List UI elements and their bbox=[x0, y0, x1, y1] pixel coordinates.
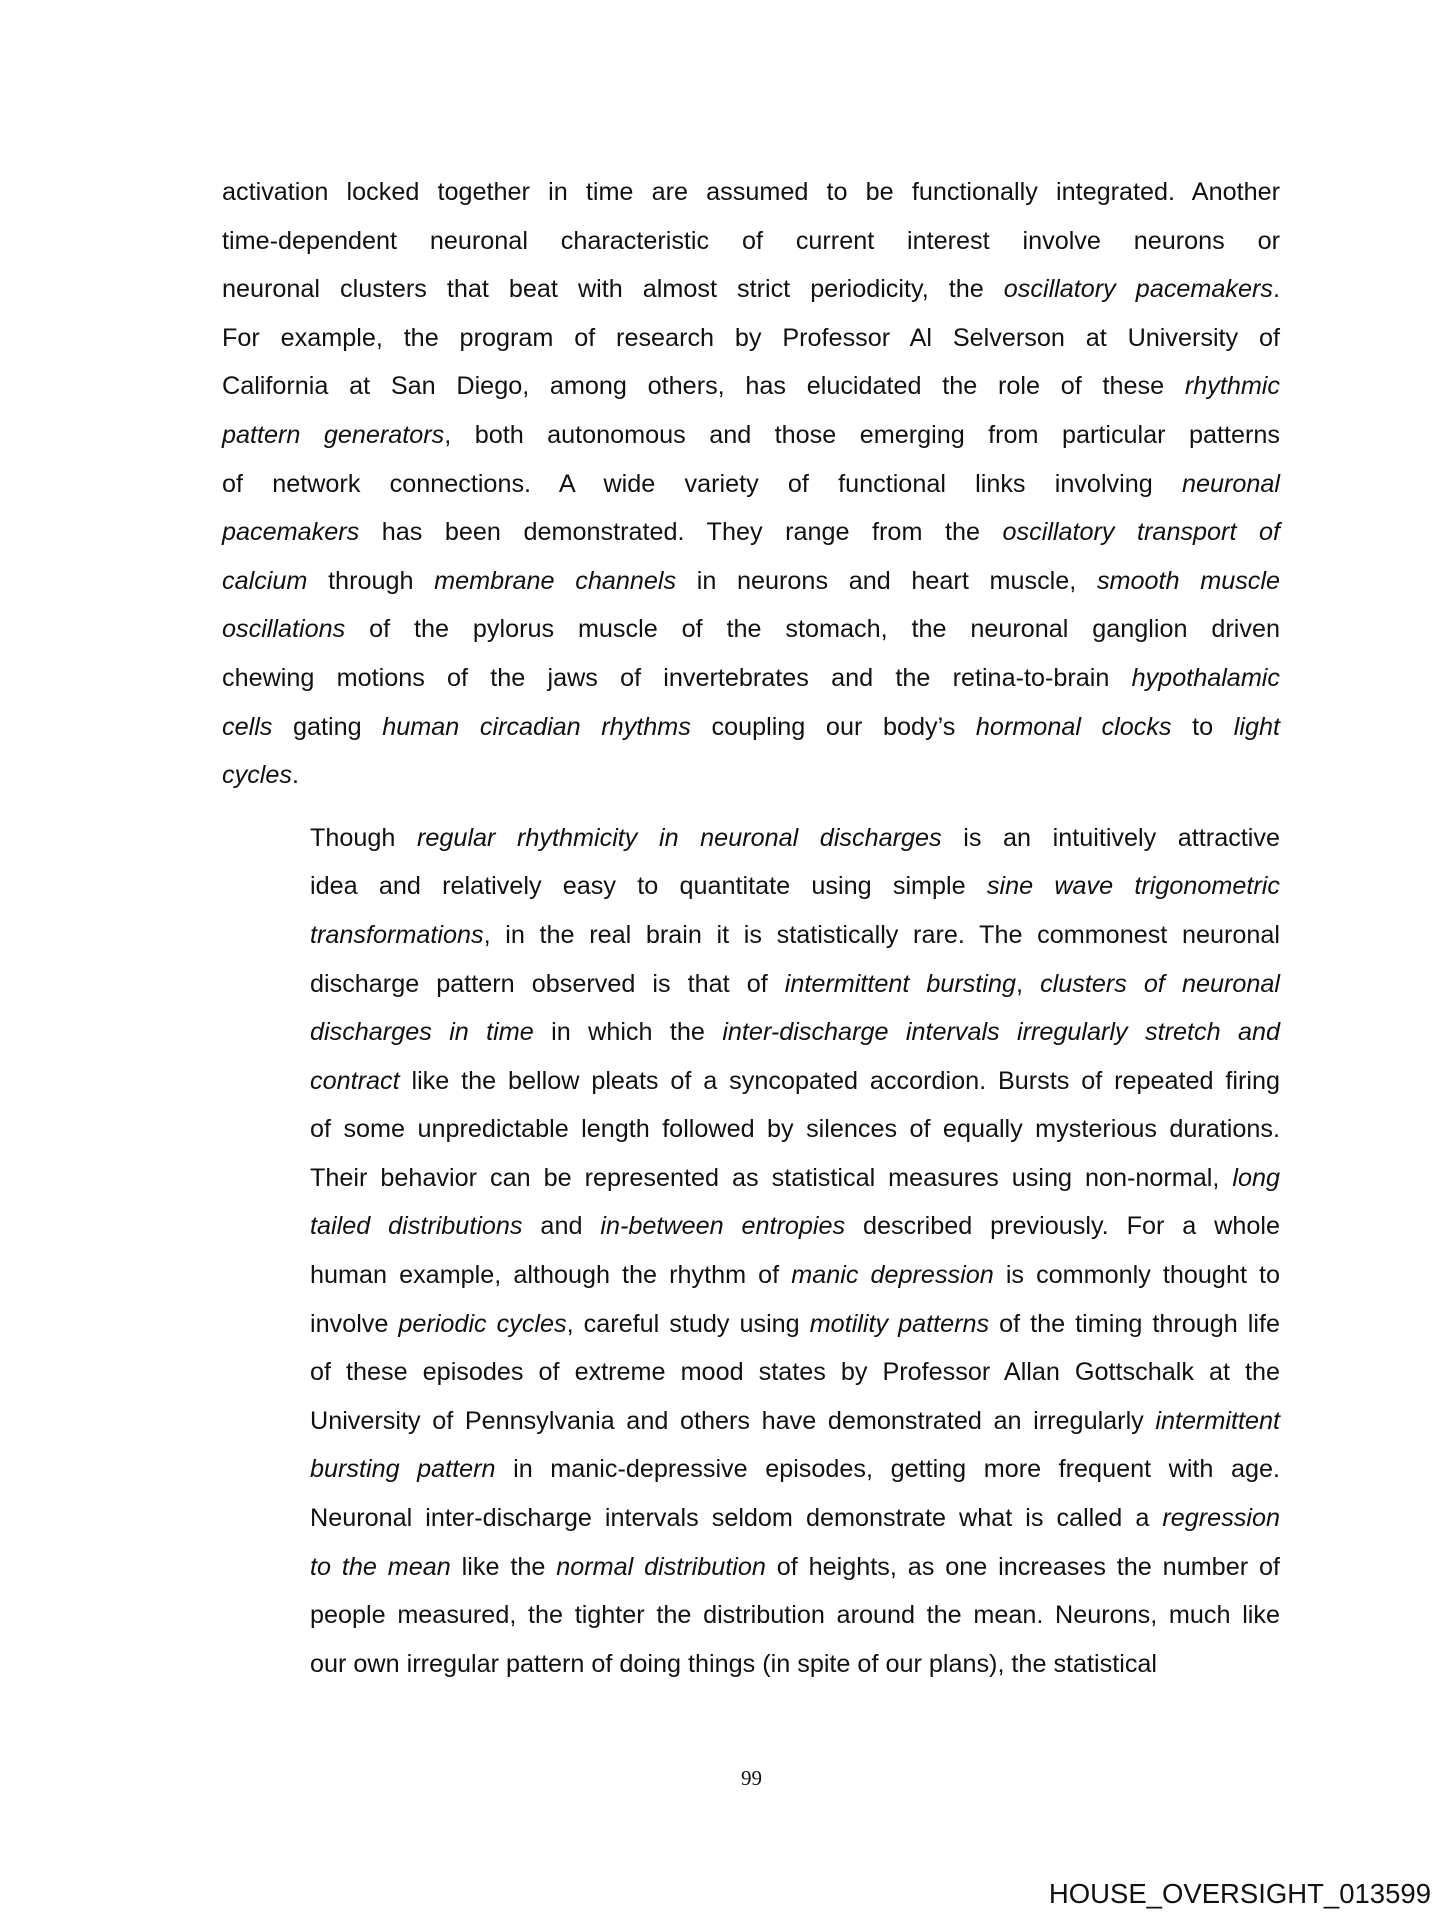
text-run: human example, although the rhythm of bbox=[310, 1261, 792, 1290]
text-line bbox=[222, 1494, 1280, 1543]
italic-term: periodic cycles bbox=[398, 1309, 567, 1338]
italic-term: hypothalamic bbox=[1131, 663, 1280, 692]
italic-term: clusters of neuronal bbox=[1040, 969, 1280, 998]
text-run: . bbox=[1273, 275, 1280, 304]
italic-term: cells bbox=[222, 712, 273, 741]
italic-term: normal distribution bbox=[556, 1552, 766, 1581]
text-run: to bbox=[1171, 712, 1234, 741]
italic-term: pattern generators bbox=[222, 420, 445, 449]
text-run: , bbox=[1016, 969, 1041, 998]
text-run: , both autonomous and those emerging from particular patterns bbox=[444, 420, 1280, 449]
text-line bbox=[222, 703, 1280, 752]
text-line bbox=[222, 1640, 1280, 1689]
text-line bbox=[222, 605, 1280, 654]
text-run: Neuronal inter-discharge intervals seldom demonstrate what is called a bbox=[310, 1504, 1163, 1533]
text-run: in which the bbox=[533, 1018, 723, 1047]
text-line bbox=[222, 1591, 1280, 1640]
text-line bbox=[222, 217, 1280, 266]
text-run: , careful study using bbox=[566, 1309, 810, 1338]
text-run: Their behavior can be represented as statistical measures using non-normal, bbox=[310, 1163, 1233, 1192]
text-run: neuronal clusters that beat with almost strict periodicity, the bbox=[222, 275, 1004, 304]
text-run: in neurons and heart muscle, bbox=[676, 566, 1097, 595]
text-line bbox=[222, 1154, 1280, 1203]
text-run: is commonly thought to bbox=[993, 1261, 1281, 1290]
text-line bbox=[222, 1105, 1280, 1154]
italic-term: intermittent bursting bbox=[784, 969, 1016, 998]
bates-stamp: HOUSE_OVERSIGHT_013599 bbox=[1048, 1878, 1431, 1909]
italic-term: neuronal bbox=[1181, 469, 1280, 498]
italic-term: transformations bbox=[310, 920, 484, 949]
italic-term: manic depression bbox=[791, 1261, 994, 1290]
text-line bbox=[222, 1008, 1280, 1057]
text-line bbox=[222, 362, 1280, 411]
text-run: For example, the program of research by Professor Al Selverson at University of bbox=[222, 323, 1280, 352]
text-run: like the bbox=[450, 1552, 557, 1581]
italic-term: to the mean bbox=[310, 1552, 451, 1581]
text-line bbox=[222, 960, 1280, 1009]
italic-term: light bbox=[1233, 712, 1280, 741]
text-run: coupling our body’s bbox=[690, 712, 976, 741]
text-line bbox=[222, 1057, 1280, 1106]
text-run: California at San Diego, among others, has elucidated the role of these bbox=[222, 372, 1185, 401]
italic-term: oscillatory pacemakers bbox=[1003, 275, 1273, 304]
italic-term: oscillatory transport of bbox=[1002, 518, 1280, 547]
italic-term: contract bbox=[310, 1066, 400, 1095]
text-run: idea and relatively easy to quantitate using simple bbox=[310, 872, 987, 901]
page-number: 99 bbox=[741, 1766, 762, 1790]
body-text bbox=[222, 168, 1280, 1688]
italic-term: bursting pattern bbox=[310, 1455, 496, 1484]
text-run: like the bellow pleats of a syncopated accordion. Bursts of repeated firing bbox=[399, 1066, 1280, 1095]
text-line bbox=[222, 1202, 1280, 1251]
italic-term: pacemakers bbox=[222, 518, 360, 547]
text-run: , in the real brain it is statistically rare. The commonest neuronal bbox=[483, 920, 1280, 949]
text-line bbox=[222, 265, 1280, 314]
text-line bbox=[222, 751, 1280, 800]
text-run: involve bbox=[310, 1309, 399, 1338]
text-run: is an intuitively attractive bbox=[941, 823, 1280, 852]
text-line bbox=[222, 1300, 1280, 1349]
text-line bbox=[222, 1348, 1280, 1397]
text-run: . bbox=[291, 761, 299, 790]
italic-term: membrane channels bbox=[434, 566, 677, 595]
text-line bbox=[222, 1397, 1280, 1446]
text-run: activation locked together in time are assumed to be functionally integrated. Another bbox=[222, 178, 1280, 206]
text-run: has been demonstrated. They range from the bbox=[359, 518, 1003, 547]
text-line bbox=[222, 862, 1280, 911]
text-line bbox=[222, 911, 1280, 960]
text-line bbox=[222, 168, 1280, 217]
text-run: our own irregular pattern of doing things (in spite of our plans), the statistical bbox=[310, 1649, 1158, 1678]
italic-term: long bbox=[1232, 1163, 1280, 1192]
italic-term: regular rhythmicity in neuronal discharges bbox=[417, 823, 942, 852]
text-line bbox=[222, 1543, 1280, 1592]
paragraph bbox=[222, 814, 1280, 1689]
text-line bbox=[222, 508, 1280, 557]
text-run: chewing motions of the jaws of invertebrates and the retina-to-brain bbox=[222, 663, 1132, 692]
paragraph bbox=[222, 168, 1280, 800]
text-line bbox=[222, 557, 1280, 606]
text-run: through bbox=[307, 566, 435, 595]
text-run: gating bbox=[272, 712, 383, 741]
italic-term: discharges in time bbox=[310, 1018, 534, 1047]
italic-term: hormonal clocks bbox=[975, 712, 1172, 741]
text-line bbox=[222, 654, 1280, 703]
text-run: people measured, the tighter the distribution around the mean. Neurons, much like bbox=[310, 1601, 1280, 1630]
text-run: and bbox=[522, 1212, 601, 1241]
italic-term: regression bbox=[1162, 1504, 1280, 1533]
text-run: Though bbox=[310, 823, 418, 852]
italic-term: rhythmic bbox=[1184, 372, 1280, 401]
text-run: of network connections. A wide variety of functional links involving bbox=[222, 469, 1182, 498]
text-run: of the pylorus muscle of the stomach, the neuronal ganglion driven bbox=[345, 615, 1280, 644]
italic-term: sine wave trigonometric bbox=[986, 872, 1280, 901]
italic-term: intermittent bbox=[1155, 1406, 1280, 1435]
italic-term: in-between entropies bbox=[600, 1212, 846, 1241]
text-line bbox=[222, 814, 1280, 863]
text-run: described previously. For a whole bbox=[845, 1212, 1280, 1241]
text-run: discharge pattern observed is that of bbox=[310, 969, 785, 998]
text-run: University of Pennsylvania and others have demonstrated an irregularly bbox=[310, 1406, 1156, 1435]
text-run: of the timing through life bbox=[989, 1309, 1280, 1338]
italic-term: calcium bbox=[222, 566, 308, 595]
italic-term: oscillations bbox=[222, 615, 346, 644]
text-line bbox=[222, 1445, 1280, 1494]
text-run: time-dependent neuronal characteristic of current interest involve neurons or bbox=[222, 226, 1280, 255]
italic-term: human circadian rhythms bbox=[382, 712, 691, 741]
text-run: in manic-depressive episodes, getting more frequent with age. bbox=[495, 1455, 1280, 1484]
text-line bbox=[222, 411, 1280, 460]
text-run: of these episodes of extreme mood states by Professor Allan Gottschalk at the bbox=[310, 1358, 1280, 1387]
text-run: of some unpredictable length followed by silences of equally mysterious durations. bbox=[310, 1115, 1280, 1144]
text-line bbox=[222, 314, 1280, 363]
italic-term: cycles bbox=[222, 761, 292, 790]
italic-term: motility patterns bbox=[809, 1309, 990, 1338]
italic-term: smooth muscle bbox=[1096, 566, 1281, 595]
text-line bbox=[222, 460, 1280, 509]
text-run: of heights, as one increases the number of bbox=[765, 1552, 1280, 1581]
text-line bbox=[222, 1251, 1280, 1300]
italic-term: tailed distributions bbox=[310, 1212, 523, 1241]
italic-term: inter-discharge intervals irregularly stretch and bbox=[722, 1018, 1280, 1047]
